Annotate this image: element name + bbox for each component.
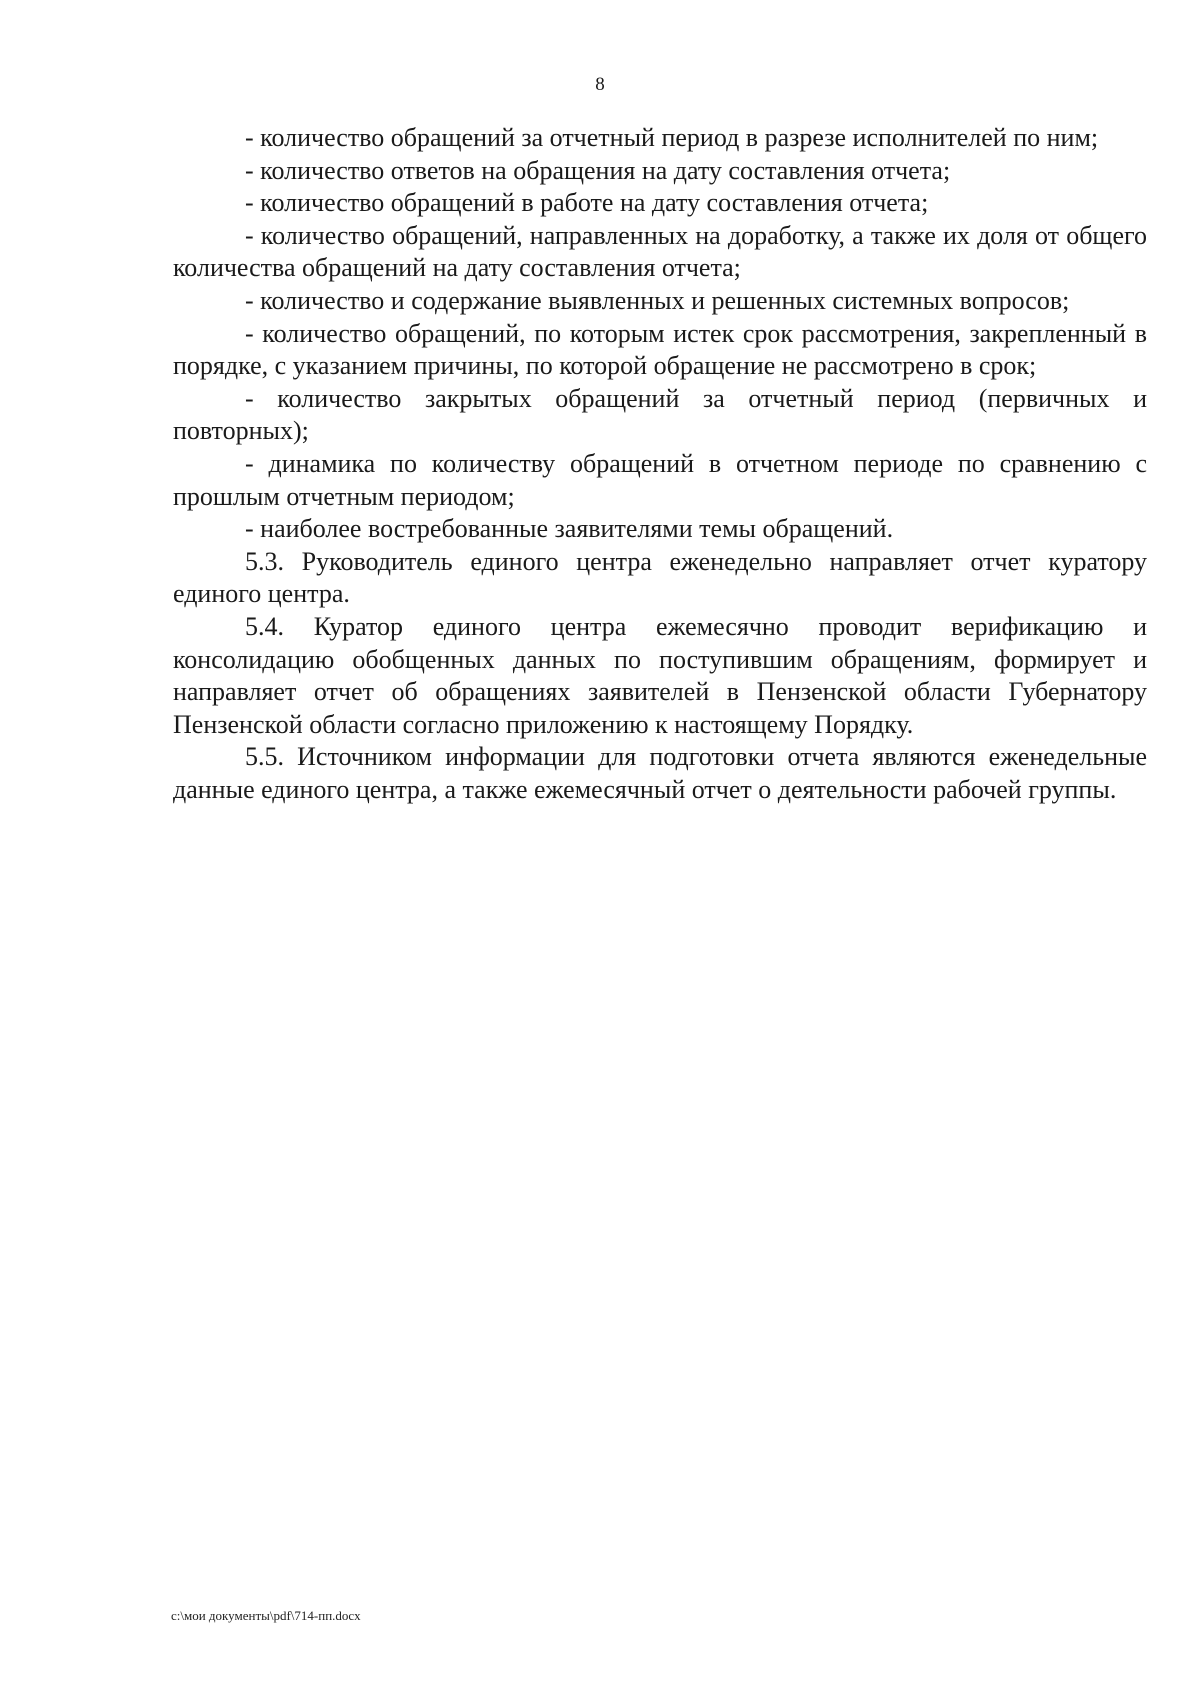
paragraph-2: - количество ответов на обращения на дату составления отчета; [245, 155, 951, 185]
paragraph-4: - количество обращений, направленных на доработку, а также их доля от общего количества обращений на дату составления отчета; [173, 220, 1147, 283]
page-number: 8 [595, 74, 605, 95]
paragraph-1: - количество обращений за отчетный период в разрезе исполнителей по ним; [245, 123, 1099, 152]
paragraph-8: - динамика по количеству обращений в отчетном периоде по сравнению с прошлым отчетным периодом; [173, 448, 1147, 511]
footer-file-path: c:\мои документы\pdf\714-пп.docx [171, 1608, 361, 1623]
paragraph-5: - количество и содержание выявленных и решенных системных вопросов; [245, 285, 1070, 315]
paragraph-7: - количество закрытых обращений за отчетный период (первичных и повторных); [173, 383, 1147, 446]
document-body [173, 122, 1147, 806]
paragraph-5-4: 5.4. Куратор единого центра ежемесячно проводит верификацию и консолидацию обобщенных данных по поступившим обращениям, формирует и направляет отчет об обращениях заявителей в Пензенской области Губернатору Пензенской области согласно приложению к настоящему Порядку. [173, 611, 1147, 739]
paragraph-6: - количество обращений, по которым истек срок рассмотрения, закрепленный в порядке, с указанием причины, по которой обращение не рассмотрено в срок; [173, 318, 1147, 381]
paragraph-9: - наиболее востребованные заявителями темы обращений. [245, 514, 894, 544]
paragraph-5-5: 5.5. Источником информации для подготовки отчета являются еженедельные данные единого центра, а также ежемесячный отчет о деятельности рабочей группы. [173, 742, 1147, 804]
paragraph-3: - количество обращений в работе на дату составления отчета; [245, 188, 929, 218]
paragraph-5-3: 5.3. Руководитель единого центра еженедельно направляет отчет куратору единого центра. [173, 546, 1147, 609]
